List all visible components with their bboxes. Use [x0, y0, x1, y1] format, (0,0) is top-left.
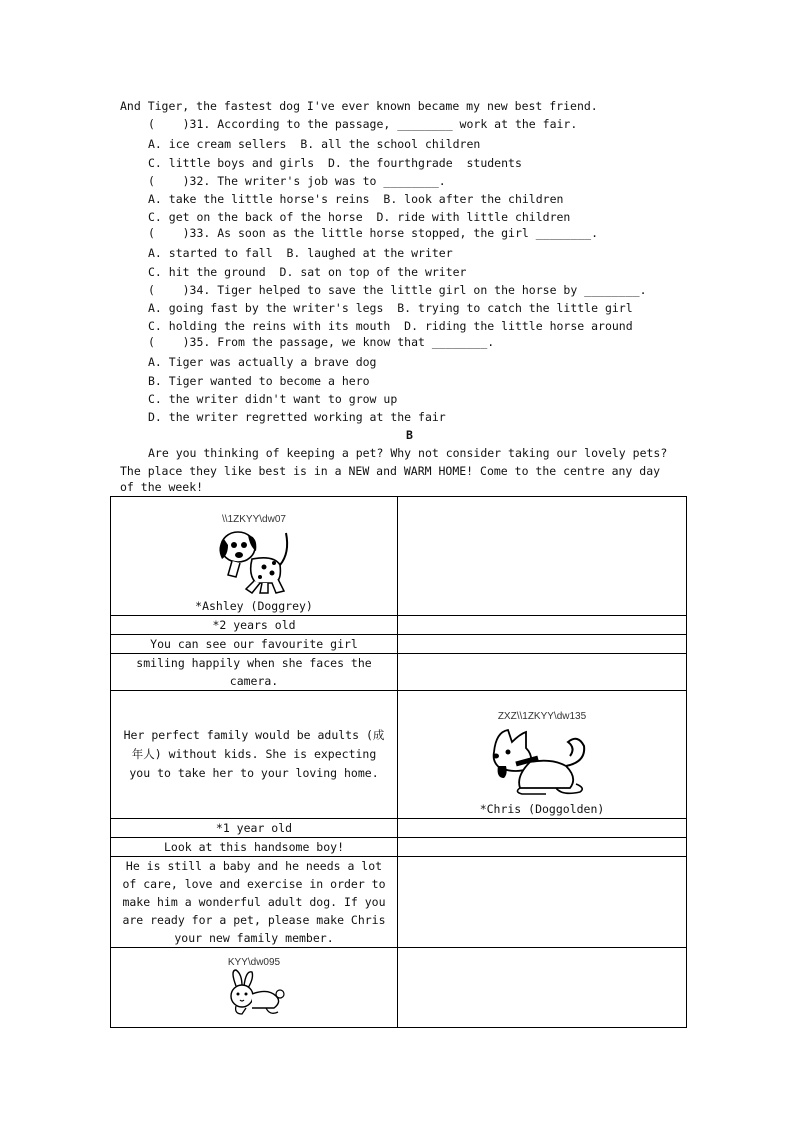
empty-cell	[398, 616, 687, 635]
option-d: D. the writer regretted working at the fair	[148, 410, 446, 424]
question-options: A. take the little horse's reins B. look after the children	[148, 192, 564, 206]
rabbit-cell	[111, 948, 398, 1028]
option-a: A. Tiger was actually a brave dog	[148, 355, 377, 369]
question-options: C. holding the reins with its mouth D. riding the little horse around	[148, 319, 633, 333]
question-stem: ( )35. From the passage, we know that ________.	[148, 335, 495, 349]
chris-desc-2: He is still a baby and he needs a lot of care, love and exercise in order to make him a wonderful adult dog. If you are ready for a pet, please make Chris your new family member.	[111, 857, 398, 948]
question-stem: ( )33. As soon as the little horse stopped, the girl ________.	[148, 226, 599, 240]
empty-cell	[398, 948, 687, 1028]
section-b-intro-3: of the week!	[120, 480, 204, 494]
question-options: A. started to fall B. laughed at the writer	[148, 246, 453, 260]
ashley-cell	[111, 497, 398, 616]
ashley-watermark: \\1ZKYY\dw07	[222, 514, 286, 525]
rabbit-watermark: KYY\dw095	[227, 957, 281, 968]
option-b: B. Tiger wanted to become a hero	[148, 374, 370, 388]
ashley-desc-1: You can see our favourite girl	[111, 635, 398, 654]
empty-cell	[398, 819, 687, 838]
ashley-age: *2 years old	[111, 616, 398, 635]
ashley-caption: *Ashley (Doggrey)	[195, 599, 313, 613]
chris-desc-1: Look at this handsome boy!	[111, 838, 398, 857]
section-b-intro-1: Are you thinking of keeping a pet? Why not consider taking our lovely pets?	[148, 446, 668, 460]
ashley-desc-3: Her perfect family would be adults (成年人) without kids. She is expecting you to take her to your loving home.	[111, 691, 398, 819]
question-stem: ( )34. Tiger helped to save the little girl on the horse by ________.	[148, 283, 647, 297]
question-options: C. little boys and girls D. the fourthgrade students	[148, 156, 522, 170]
question-stem: ( )32. The writer's job was to ________.	[148, 174, 446, 188]
question-options: A. going fast by the writer's legs B. trying to catch the little girl	[148, 301, 633, 315]
husky-dog-icon	[486, 722, 598, 800]
empty-cell	[398, 838, 687, 857]
rabbit-icon	[222, 968, 286, 1018]
empty-cell	[398, 857, 687, 948]
question-options: C. get on the back of the horse D. ride with little children	[148, 210, 571, 224]
empty-cell	[398, 497, 687, 616]
question-stem: ( )31. According to the passage, ________ work at the fair.	[148, 117, 578, 131]
chris-cell	[398, 691, 687, 819]
dalmatian-dog-icon	[214, 525, 294, 597]
chris-watermark: ZXZ\\1ZKYY\dw135	[497, 711, 587, 722]
question-options: C. hit the ground D. sat on top of the writer	[148, 265, 467, 279]
empty-cell	[398, 654, 687, 691]
pets-table	[110, 496, 687, 1028]
ashley-desc-2: smiling happily when she faces the camera.	[111, 654, 398, 691]
option-c: C. the writer didn't want to grow up	[148, 392, 398, 406]
chris-caption: *Chris (Doggolden)	[479, 802, 605, 816]
empty-cell	[398, 635, 687, 654]
intro-line: And Tiger, the fastest dog I've ever known became my new best friend.	[120, 99, 598, 113]
section-b-heading: B	[406, 428, 413, 442]
section-b-intro-2: The place they like best is in a NEW and WARM HOME! Come to the centre any day	[120, 464, 661, 478]
chris-age: *1 year old	[111, 819, 398, 838]
question-options: A. ice cream sellers B. all the school children	[148, 137, 481, 151]
